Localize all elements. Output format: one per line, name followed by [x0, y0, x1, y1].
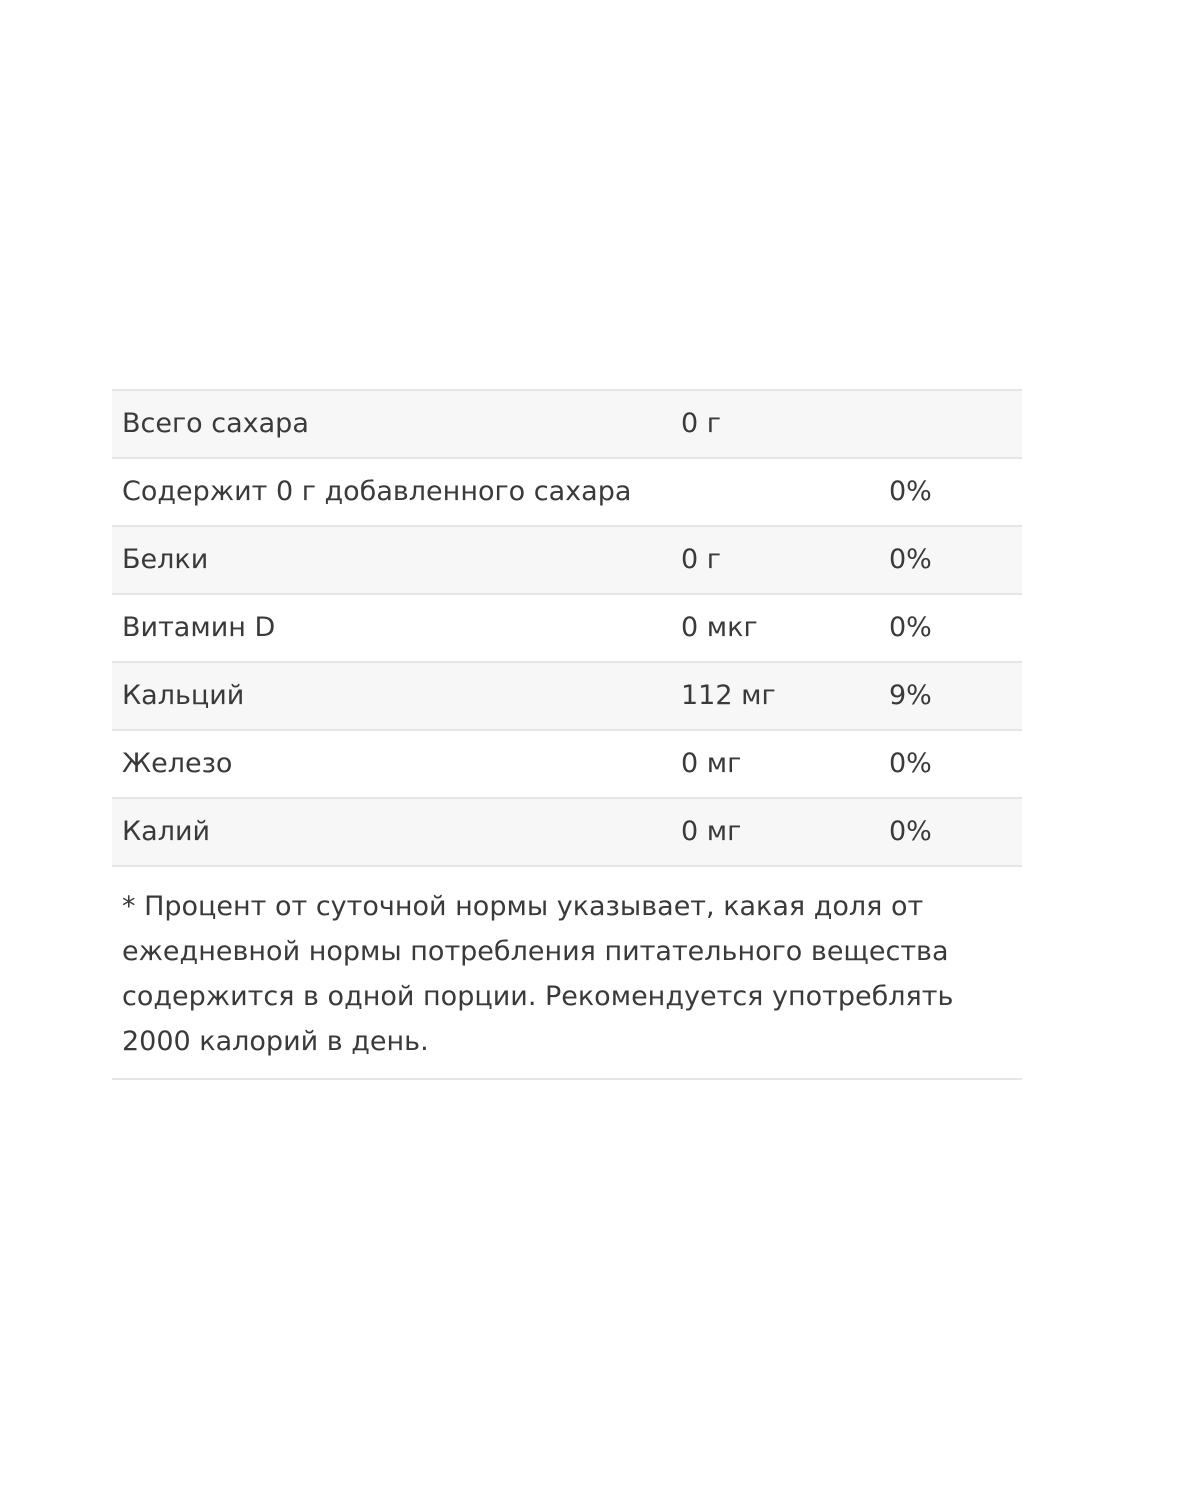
- nutrient-percent: 0%: [889, 476, 932, 507]
- table-row: [112, 663, 1022, 731]
- table-row: [112, 459, 1022, 527]
- nutrient-percent: 0%: [889, 748, 932, 779]
- nutrition-facts-table: [112, 389, 1022, 1080]
- table-row: [112, 731, 1022, 799]
- nutrient-name: Кальций: [122, 680, 245, 711]
- nutrient-name: Железо: [122, 748, 233, 779]
- nutrient-percent: 0%: [889, 612, 932, 643]
- nutrient-name: Содержит 0 г добавленного сахара: [122, 476, 632, 507]
- nutrient-amount: 0 мкг: [681, 612, 758, 643]
- daily-value-footnote: * Процент от суточной нормы указывает, какая доля от ежедневной нормы потребления питательного вещества содержится в одной порции. Рекомендуется употреблять 2000 калорий в день.: [112, 867, 1022, 1080]
- nutrient-percent: 0%: [889, 816, 932, 847]
- nutrient-name: Витамин D: [122, 612, 276, 643]
- table-row: [112, 799, 1022, 867]
- nutrient-percent: 9%: [889, 680, 932, 711]
- nutrient-amount: 0 г: [681, 408, 721, 439]
- table-row: [112, 527, 1022, 595]
- nutrient-amount: 0 г: [681, 544, 721, 575]
- nutrient-amount: 112 мг: [681, 680, 776, 711]
- nutrient-amount: 0 мг: [681, 816, 742, 847]
- table-row: [112, 595, 1022, 663]
- nutrient-name: Калий: [122, 816, 211, 847]
- nutrient-percent: 0%: [889, 544, 932, 575]
- nutrient-name: Всего сахара: [122, 408, 309, 439]
- nutrient-name: Белки: [122, 544, 209, 575]
- table-row: [112, 391, 1022, 459]
- nutrient-amount: 0 мг: [681, 748, 742, 779]
